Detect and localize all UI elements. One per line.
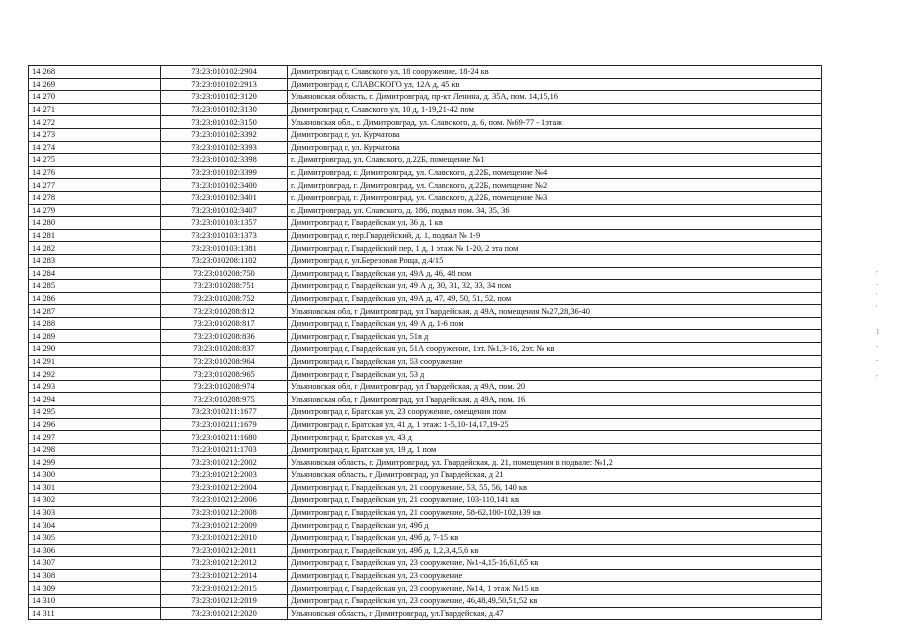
cadastral-number-cell: 73:23:010208:750 xyxy=(161,267,288,280)
row-number-cell: 14 276 xyxy=(29,166,161,179)
row-number-cell: 14 299 xyxy=(29,456,161,469)
address-cell: Димитровград г, Гвардейская ул, 21 сооружение, 58-62,100-102,139 кв xyxy=(288,506,822,519)
table-row xyxy=(29,343,822,356)
cadastral-number-cell: 73:23:010211:1677 xyxy=(161,406,288,419)
cadastral-number-cell: 73:23:010102:2913 xyxy=(161,78,288,91)
address-cell: Ульяновская обл, г Димитровград, ул Гвардейская, д 49А, помещения №27,28,36-40 xyxy=(288,305,822,318)
row-number-cell: 14 278 xyxy=(29,191,161,204)
row-number-cell: 14 309 xyxy=(29,582,161,595)
address-cell: Димитровград г, ул. Курчатова xyxy=(288,141,822,154)
address-cell: Димитровград г, Гвардейская ул, 49А д, 46, 48 пом xyxy=(288,267,822,280)
row-number-cell: 14 279 xyxy=(29,204,161,217)
table-row xyxy=(29,254,822,267)
address-cell: Димитровград г, Гвардейская ул, 23 сооружение, №14, 1 этаж №15 кв xyxy=(288,582,822,595)
cadastral-number-cell: 73:23:010102:3392 xyxy=(161,128,288,141)
row-number-cell: 14 284 xyxy=(29,267,161,280)
table-row xyxy=(29,292,822,305)
address-cell: Димитровград г, Гвардейская ул, 21 сооружение, 103-110,141 кв xyxy=(288,494,822,507)
address-cell: Ульяновская область, г. Димитровград, пр-кт Ленина, д. 35А, пом. 14,15,16 xyxy=(288,91,822,104)
cadastral-number-cell: 73:23:010211:1679 xyxy=(161,418,288,431)
row-number-cell: 14 293 xyxy=(29,380,161,393)
address-cell: Ульяновская область, г Димитровград, ул.Гвардейская, д.47 xyxy=(288,607,822,620)
address-cell: Димитровград г, Братская ул, 43 д xyxy=(288,431,822,444)
table-row xyxy=(29,544,822,557)
table-row xyxy=(29,91,822,104)
table-row xyxy=(29,116,822,129)
table-row xyxy=(29,481,822,494)
cadastral-number-cell: 73:23:010208:965 xyxy=(161,368,288,381)
cadastral-number-cell: 73:23:010208:1102 xyxy=(161,254,288,267)
table-row xyxy=(29,217,822,230)
row-number-cell: 14 300 xyxy=(29,469,161,482)
address-cell: Ульяновская область, г Димитровград, ул Гвардейская, д 21 xyxy=(288,469,822,482)
address-cell: г. Димитровград, г. Димитровград, ул. Славского, д.22Б, помещение №4 xyxy=(288,166,822,179)
table-row xyxy=(29,469,822,482)
address-cell: г. Димитровград, г. Димитровград, ул. Славского, д.22Б, помещение №3 xyxy=(288,191,822,204)
cadastral-number-cell: 73:23:010212:2008 xyxy=(161,506,288,519)
row-number-cell: 14 274 xyxy=(29,141,161,154)
cadastral-number-cell: 73:23:010102:3407 xyxy=(161,204,288,217)
row-number-cell: 14 291 xyxy=(29,355,161,368)
table-row xyxy=(29,519,822,532)
table-row xyxy=(29,204,822,217)
address-cell: Димитровград г, Славского ул, 18 сооружение, 18-24 кв xyxy=(288,66,822,79)
table-row xyxy=(29,368,822,381)
table-row xyxy=(29,179,822,192)
table-row xyxy=(29,128,822,141)
address-cell: Ульяновская область, г. Димитровград, ул. Гвардейская, д. 21, помещения в подвале: №1,2 xyxy=(288,456,822,469)
row-number-cell: 14 311 xyxy=(29,607,161,620)
address-cell: Димитровград г, Братская ул, 19 д, 1 пом xyxy=(288,443,822,456)
address-cell: Димитровград г, Гвардейская ул, 21 сооружение, 53, 55, 56, 140 кв xyxy=(288,481,822,494)
table-row xyxy=(29,406,822,419)
cadastral-number-cell: 73:23:010103:1381 xyxy=(161,242,288,255)
cadastral-number-cell: 73:23:010102:3400 xyxy=(161,179,288,192)
cadastral-number-cell: 73:23:010103:1357 xyxy=(161,217,288,230)
row-number-cell: 14 283 xyxy=(29,254,161,267)
address-cell: Димитровград г, Гвардейская ул, 49 А д, 1-6 пом xyxy=(288,317,822,330)
table-row xyxy=(29,431,822,444)
table-row xyxy=(29,494,822,507)
cadastral-number-cell: 73:23:010211:1680 xyxy=(161,431,288,444)
row-number-cell: 14 298 xyxy=(29,443,161,456)
address-cell: Димитровград г, СЛАВСКОГО ул, 12А д, 45 кв xyxy=(288,78,822,91)
row-number-cell: 14 292 xyxy=(29,368,161,381)
table-row xyxy=(29,305,822,318)
cadastral-number-cell: 73:23:010208:817 xyxy=(161,317,288,330)
cadastral-number-cell: 73:23:010208:812 xyxy=(161,305,288,318)
row-number-cell: 14 281 xyxy=(29,229,161,242)
row-number-cell: 14 286 xyxy=(29,292,161,305)
table-row xyxy=(29,607,822,620)
cadastral-number-cell: 73:23:010102:3399 xyxy=(161,166,288,179)
cadastral-number-cell: 73:23:010212:2015 xyxy=(161,582,288,595)
table-row xyxy=(29,66,822,79)
address-cell: Димитровград г, Гвардейская ул, 49б д, 7-15 кв xyxy=(288,531,822,544)
address-cell: Димитровград г, Гвардейская ул, 49б д, 1,2,3,4,5,6 кв xyxy=(288,544,822,557)
cadastral-number-cell: 73:23:010102:3393 xyxy=(161,141,288,154)
row-number-cell: 14 296 xyxy=(29,418,161,431)
address-cell: Димитровград г, Гвардейская ул, 53 д xyxy=(288,368,822,381)
cadastral-number-cell: 73:23:010212:2003 xyxy=(161,469,288,482)
table-row xyxy=(29,380,822,393)
address-cell: Ульяновская обл, г Димитровград, ул Гвардейская, д 49А, пом. 16 xyxy=(288,393,822,406)
cadastral-number-cell: 73:23:010208:837 xyxy=(161,343,288,356)
table-row xyxy=(29,103,822,116)
row-number-cell: 14 294 xyxy=(29,393,161,406)
address-cell: Димитровград г, Гвардейская ул, 49 А д, 30, 31, 32, 33, 34 пом xyxy=(288,280,822,293)
table-row xyxy=(29,557,822,570)
margin-mark: ' xyxy=(876,304,878,312)
address-cell: Димитровград г, Гвардейская ул, 53 сооружение xyxy=(288,355,822,368)
margin-mark: , xyxy=(876,370,878,378)
row-number-cell: 14 288 xyxy=(29,317,161,330)
row-number-cell: 14 302 xyxy=(29,494,161,507)
cadastral-number-cell: 73:23:010102:3130 xyxy=(161,103,288,116)
address-cell: Ульяновская обл., г. Димитровград, ул. Славского, д. 6, пом. №69-77 - 1этаж xyxy=(288,116,822,129)
row-number-cell: 14 295 xyxy=(29,406,161,419)
row-number-cell: 14 290 xyxy=(29,343,161,356)
address-cell: Димитровград г, Гвардейская ул, 23 сооружение, 46,48,49,50,51,52 кв xyxy=(288,594,822,607)
table-row xyxy=(29,443,822,456)
row-number-cell: 14 304 xyxy=(29,519,161,532)
table-row xyxy=(29,506,822,519)
address-cell: г. Димитровград, г. Димитровград, ул. Славского, д.22Б, помещение №2 xyxy=(288,179,822,192)
table-row xyxy=(29,582,822,595)
address-cell: Димитровград г, Гвардейская ул, 51в д xyxy=(288,330,822,343)
table-row xyxy=(29,78,822,91)
row-number-cell: 14 310 xyxy=(29,594,161,607)
table-row xyxy=(29,166,822,179)
margin-mark: - xyxy=(876,356,879,364)
cadastral-number-cell: 73:23:010212:2006 xyxy=(161,494,288,507)
table-row xyxy=(29,267,822,280)
table-row xyxy=(29,242,822,255)
row-number-cell: 14 303 xyxy=(29,506,161,519)
row-number-cell: 14 289 xyxy=(29,330,161,343)
cadastral-number-cell: 73:23:010212:2019 xyxy=(161,594,288,607)
margin-mark: - xyxy=(876,280,879,288)
address-cell: г. Димитровград, ул. Славского, д. 186, подвал пом. 34, 35, 36 xyxy=(288,204,822,217)
cadastral-number-cell: 73:23:010102:3398 xyxy=(161,154,288,167)
row-number-cell: 14 272 xyxy=(29,116,161,129)
cadastral-number-cell: 73:23:010208:836 xyxy=(161,330,288,343)
row-number-cell: 14 287 xyxy=(29,305,161,318)
row-number-cell: 14 269 xyxy=(29,78,161,91)
margin-mark: ' xyxy=(876,292,878,300)
row-number-cell: 14 273 xyxy=(29,128,161,141)
cadastral-number-cell: 73:23:010208:975 xyxy=(161,393,288,406)
cadastral-number-cell: 73:23:010103:1373 xyxy=(161,229,288,242)
row-number-cell: 14 285 xyxy=(29,280,161,293)
address-cell: Димитровград г, Гвардейская ул, 23 сооружение xyxy=(288,569,822,582)
cadastral-number-cell: 73:23:010102:3401 xyxy=(161,191,288,204)
cadastral-number-cell: 73:23:010102:3150 xyxy=(161,116,288,129)
row-number-cell: 14 270 xyxy=(29,91,161,104)
cadastral-number-cell: 73:23:010212:2014 xyxy=(161,569,288,582)
table-row xyxy=(29,393,822,406)
address-cell: Димитровград г, ул. Курчатова xyxy=(288,128,822,141)
address-cell: Димитровград г, Гвардейский пер, 1 д, 1 этаж № 1-20, 2 эта пом xyxy=(288,242,822,255)
table-row xyxy=(29,531,822,544)
margin-mark: , xyxy=(876,266,878,274)
cadastral-number-cell: 73:23:010208:964 xyxy=(161,355,288,368)
address-cell: Димитровград г, Гвардейская ул, 23 сооружение, №1-4,15-16,61,65 кв xyxy=(288,557,822,570)
cadastral-number-cell: 73:23:010212:2009 xyxy=(161,519,288,532)
cadastral-number-cell: 73:23:010102:3120 xyxy=(161,91,288,104)
address-cell: Димитровград г, Гвардейская ул, 49А д, 47, 49, 50, 51, 52, пом xyxy=(288,292,822,305)
row-number-cell: 14 305 xyxy=(29,531,161,544)
address-cell: Димитровград г, Братская ул, 41 д, 1 этаж: 1-5,10-14,17,19-25 xyxy=(288,418,822,431)
row-number-cell: 14 275 xyxy=(29,154,161,167)
table-row xyxy=(29,569,822,582)
row-number-cell: 14 271 xyxy=(29,103,161,116)
address-cell: Димитровград г, Братская ул, 23 сооружение, омещения пом xyxy=(288,406,822,419)
table-row xyxy=(29,330,822,343)
table-row xyxy=(29,141,822,154)
table-row xyxy=(29,594,822,607)
row-number-cell: 14 307 xyxy=(29,557,161,570)
cadastral-number-cell: 73:23:010212:2002 xyxy=(161,456,288,469)
address-cell: Димитровград г, ул.Березовая Роща, д.4/15 xyxy=(288,254,822,267)
address-cell: г. Димитровград, ул. Славского, д.22Б, помещение №1 xyxy=(288,154,822,167)
address-cell: Димитровград г, Славского ул, 10 д, 1-19,21-42 пом xyxy=(288,103,822,116)
cadastral-number-cell: 73:23:010208:752 xyxy=(161,292,288,305)
row-number-cell: 14 306 xyxy=(29,544,161,557)
cadastral-number-cell: 73:23:010102:2904 xyxy=(161,66,288,79)
cadastral-number-cell: 73:23:010212:2004 xyxy=(161,481,288,494)
table-row xyxy=(29,355,822,368)
table-row xyxy=(29,191,822,204)
cadastral-number-cell: 73:23:010212:2010 xyxy=(161,531,288,544)
table-row xyxy=(29,418,822,431)
cadastral-number-cell: 73:23:010212:2011 xyxy=(161,544,288,557)
row-number-cell: 14 280 xyxy=(29,217,161,230)
address-cell: Димитровград г, Гвардейская ул, 51А сооружение, 1эт. №1,3-16, 2эт. № кв xyxy=(288,343,822,356)
cadastral-number-cell: 73:23:010211:1703 xyxy=(161,443,288,456)
cadastral-number-cell: 73:23:010208:751 xyxy=(161,280,288,293)
cadastral-number-cell: 73:23:010208:974 xyxy=(161,380,288,393)
row-number-cell: 14 268 xyxy=(29,66,161,79)
cadastral-table xyxy=(28,65,822,620)
table-row xyxy=(29,280,822,293)
table-row xyxy=(29,154,822,167)
row-number-cell: 14 277 xyxy=(29,179,161,192)
address-cell: Димитровград г, Гвардейская ул, 36 д, 1 кв xyxy=(288,217,822,230)
row-number-cell: 14 301 xyxy=(29,481,161,494)
margin-mark: - xyxy=(876,342,879,350)
table-body xyxy=(29,66,822,620)
address-cell: Ульяновская обл, г Димитровград, ул Гвардейская, д 49А, пом. 20 xyxy=(288,380,822,393)
address-cell: Димитровград г, Гвардейская ул, 49б д xyxy=(288,519,822,532)
margin-mark: 1 xyxy=(876,328,880,336)
address-cell: Димитровград г, пер.Гвардейский, д. 1, подвал № 1-9 xyxy=(288,229,822,242)
table-row xyxy=(29,456,822,469)
table-row xyxy=(29,317,822,330)
row-number-cell: 14 282 xyxy=(29,242,161,255)
row-number-cell: 14 308 xyxy=(29,569,161,582)
cadastral-number-cell: 73:23:010212:2020 xyxy=(161,607,288,620)
table-row xyxy=(29,229,822,242)
cadastral-number-cell: 73:23:010212:2012 xyxy=(161,557,288,570)
row-number-cell: 14 297 xyxy=(29,431,161,444)
